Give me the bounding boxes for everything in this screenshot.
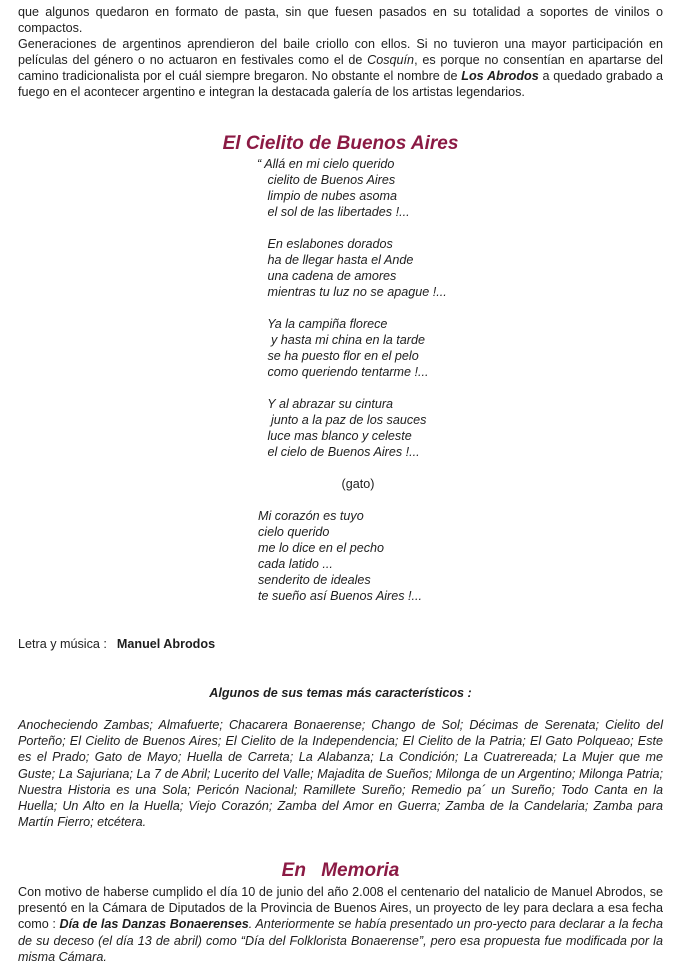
intro-text-c: a quedado grabado a fuego en el acontecer argentino e integran la destacada galería de los artistas legendarios. (18, 69, 663, 99)
poem-stanza-1: “ Allá en mi cielo querido cielito de Buenos Aires limpio de nubes asoma el sol de las libertades !... (257, 157, 410, 219)
poem-stanza-2: En eslabones dorados ha de llegar hasta el Ande una cadena de amores mientras tu luz no se apague !... (267, 237, 447, 299)
song-title: El Cielito de Buenos Aires (222, 133, 459, 154)
cosquin-text: Cosquín (367, 53, 415, 67)
memoria-text-a: Con motivo de haberse cumplido el día 10 de junio del año 2.008 el centenario del natalicio de Manuel Abrodos, se presentó en la Cámara de Diputados de la Provincia de Buenos Aires, un proyecto de ley para declara a esa fecha como : (18, 885, 663, 932)
credit-line (18, 636, 215, 652)
gato-label: (gato) (341, 477, 375, 491)
poem-stanza-4: Y al abrazar su cintura junto a la paz de los sauces luce mas blanco y celeste el cielo de Buenos Aires !... (267, 397, 427, 459)
poem-stanza-5: Mi corazón es tuyo cielo querido me lo dice en el pecho cada latido ... senderito de ideales te sueño así Buenos Aires !... (258, 509, 423, 603)
intro-section (18, 4, 663, 100)
memoria-title: En Memoria (281, 860, 400, 881)
intro-text-a: Generaciones de argentinos aprendieron del baile criollo con ellos. Si no tuvieron una mayor participación en películas del género o no actuaron en festivales como el de (18, 37, 663, 67)
themes-heading: Algunos de sus temas más característicos : (209, 686, 472, 700)
intro-paragraph-2 (18, 36, 663, 100)
memoria-text-b: . Anteriormente se había presentado un pro-yecto para declarar a la fecha de su deceso (el día 13 de abril) como “Día del Folklorista Bonaerense”, pero esa propuesta fue modificada por la misma Cámara. (18, 917, 663, 964)
intro-text-b: , es porque no consentían en apartarse del camino tradicionalista por el cuál siempre bregaron. No obstante el nombre de (18, 53, 663, 83)
los-abrodos-text: Los Abrodos (461, 69, 539, 83)
credit-author: Manuel Abrodos (116, 637, 216, 651)
intro-paragraph-1: que algunos quedaron en formato de pasta, sin que fuesen pasados en su totalidad a soportes de vinilos o compactos. (18, 5, 663, 35)
poem-stanza-3: Ya la campiña florece y hasta mi china en la tarde se ha puesto flor en el pelo como queriendo tentarme !... (267, 317, 429, 379)
memoria-paragraph (18, 884, 663, 965)
themes-list: Anocheciendo Zambas; Almafuerte; Chacarera Bonaerense; Chango de Sol; Décimas de Serenata; Cielito del Porteño; El Cielito de Buenos Aires; El Cielito de la Independencia; El Cielito de la Patria; El Gato Polqueao; Este es el Prado; Gato de Mayo; Huella de Carreta; La Alabanza; La Condición; La Cuatrereada; La Mujer que me Guste; La Sajuriana; La 7 de Abril; Lucerito del Valle; Majadita de Sueños; Milonga de un Argentino; Milonga Patria; Nuestra Historia es una Sola; Pericón Nacional; Ramillete Sureño; Remedio pa´ un Sureño; Todo Canta en la Huella; Un Alto en la Huella; Viejo Corazón; Zamba del Amor en Guerra; Zamba de la Candelaria; Zamba para Martín Fierro; etcétera. (18, 718, 663, 830)
credit-label: Letra y música : (18, 637, 107, 651)
dia-danzas-text: Día de las Danzas Bonaerenses (59, 917, 249, 932)
